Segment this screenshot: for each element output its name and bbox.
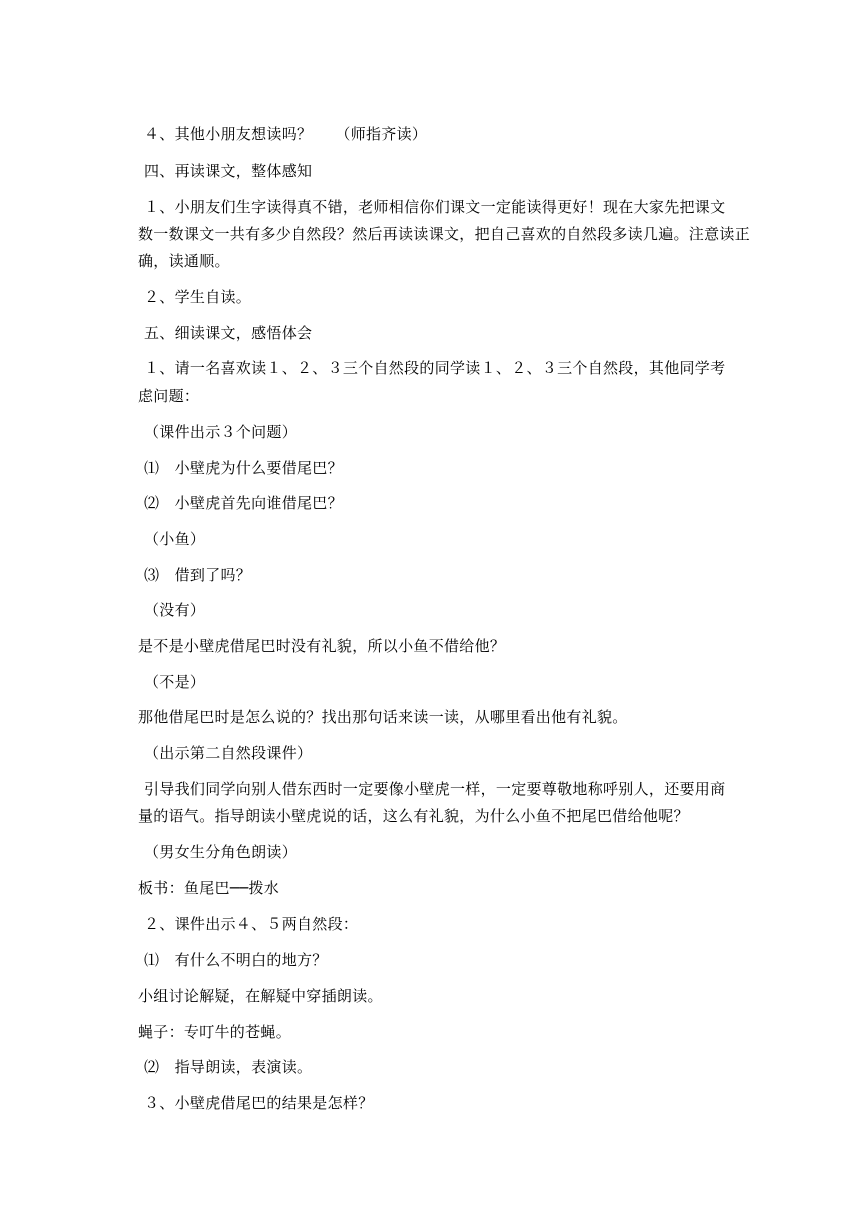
text-line-6: ２、学生自读。 [144,288,252,306]
text-line-15: （没有） [144,601,206,619]
text-line-17: （不是） [144,673,206,691]
text-line-10: （课件出示３个问题） [144,423,298,441]
text-line-21: 量的语气。指导朗读小壁虎说的话，这么有礼貌，为什么小鱼不把尾巴借给他呢？ [138,807,689,825]
text-line-13: （小鱼） [144,530,206,548]
text-line-12: ⑵ 小壁虎首先向谁借尾巴？ [144,494,343,512]
text-line-14: ⑶ 借到了吗？ [144,566,252,584]
text-line-2: 四、再读课文，整体感知 [144,162,313,180]
text-line-7: 五、细读课文，感悟体会 [144,324,313,342]
text-line-19: （出示第二自然段课件） [144,744,313,762]
text-line-20: 引导我们同学向别人借东西时一定要像小壁虎一样，一定要尊敬地称呼别人，还要用商 [144,780,726,798]
text-line-5: 确，读通顺。 [138,252,230,270]
text-line-22: （男女生分角色朗读） [144,843,298,861]
text-line-27: 蝇子：专叮牛的苍蝇。 [138,1023,292,1041]
text-line-24: ２、课件出示４、５两自然段： [144,915,359,933]
text-line-25: ⑴ 有什么不明白的地方？ [144,951,328,969]
text-line-3: １、小朋友们生字读得真不错，老师相信你们课文一定能读得更好！现在大家先把课文 [144,198,726,216]
text-line-23: 板书：鱼尾巴──拨水 [138,879,280,897]
text-line-9: 虑问题： [138,387,200,405]
text-line-1: ４、其他小朋友想读吗？ （师指齐读） [144,125,428,143]
text-line-11: ⑴ 小壁虎为什么要借尾巴？ [144,459,343,477]
text-line-18: 那他借尾巴时是怎么说的？找出那句话来读一读，从哪里看出他有礼貌。 [138,708,628,726]
text-line-8: １、请一名喜欢读１、２、３三个自然段的同学读１、２、３三个自然段，其他同学考 [144,359,726,377]
text-line-28: ⑵ 指导朗读，表演读。 [144,1058,313,1076]
text-line-4: 数一数课文一共有多少自然段？然后再读读课文，把自己喜欢的自然段多读几遍。注意读正 [138,225,751,243]
text-line-29: ３、小壁虎借尾巴的结果是怎样？ [144,1094,374,1112]
text-line-16: 是不是小壁虎借尾巴时没有礼貌，所以小鱼不借给他？ [138,637,506,655]
text-line-26: 小组讨论解疑，在解疑中穿插朗读。 [138,987,383,1005]
